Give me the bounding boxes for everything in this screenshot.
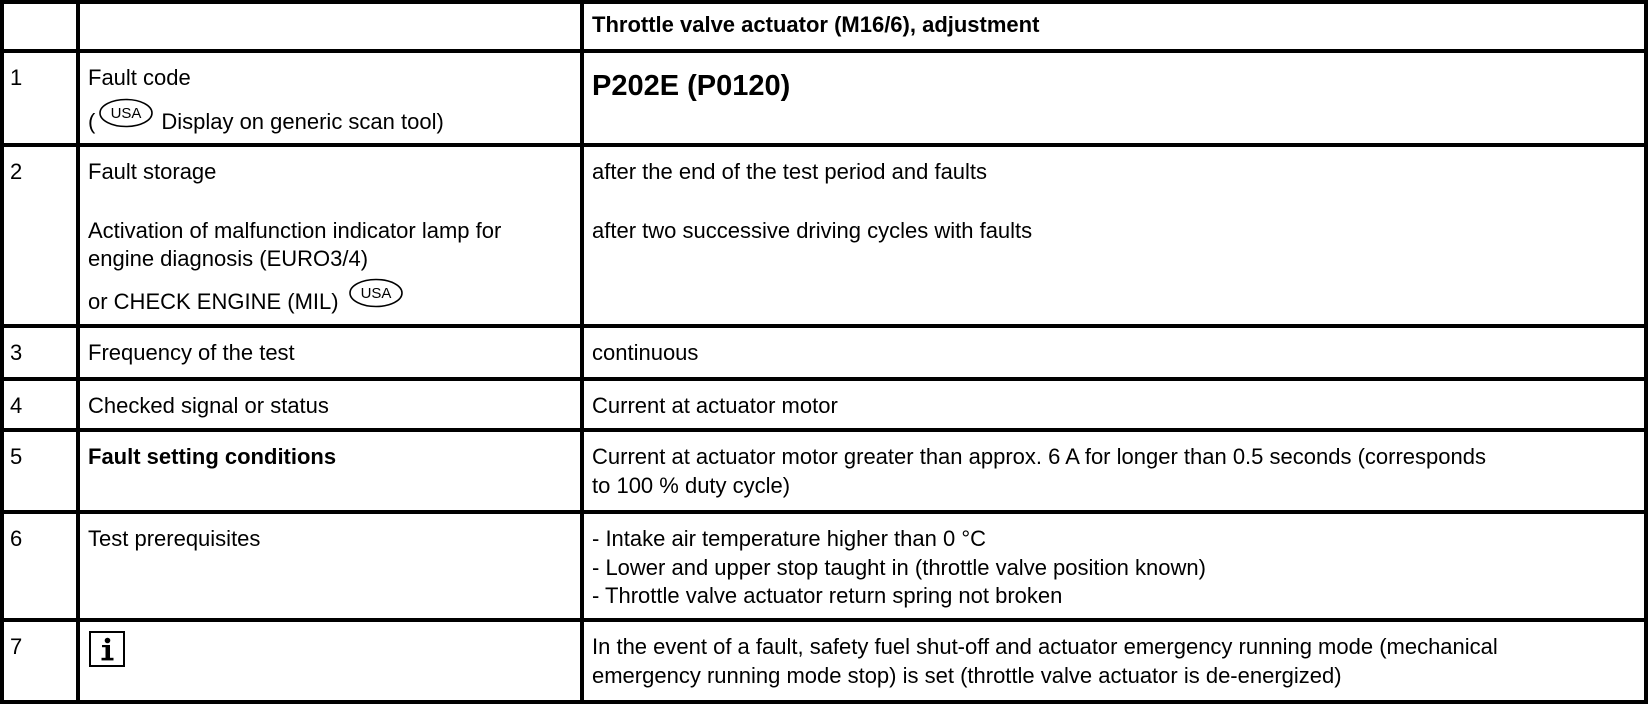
row-label: Checked signal or status [88, 393, 329, 418]
row-label: Frequency of the test [88, 340, 295, 365]
row-value-cell [584, 328, 1648, 381]
row-sublabel-line-with-badge [88, 284, 572, 317]
header-label-cell [80, 4, 584, 53]
usa-badge-text: USA [360, 284, 392, 302]
row-label-cell [80, 514, 584, 622]
row-number: 2 [10, 159, 23, 184]
note-text: Display on generic scan tool) [161, 108, 444, 134]
row-value-cell [584, 381, 1648, 432]
row-sublabel-line: engine diagnosis (EURO3/4) [88, 246, 369, 271]
row-number-cell [4, 53, 80, 147]
row-label-cell [80, 53, 584, 147]
header-number-cell [4, 4, 80, 53]
note-open-paren: ( [88, 108, 96, 134]
row-number: 3 [10, 340, 23, 365]
prerequisite-item: - Throttle valve actuator return spring not broken [592, 583, 1063, 608]
row-number-cell [4, 381, 80, 432]
row-value-cell [584, 432, 1648, 514]
row-number-cell [4, 622, 80, 704]
row-label-note [88, 104, 572, 137]
row-label-cell [80, 432, 584, 514]
header-title-cell [584, 4, 1648, 53]
table-title: Throttle valve actuator (M16/6), adjustment [592, 12, 1040, 37]
row-number: 7 [10, 634, 23, 659]
row-label-cell [80, 381, 584, 432]
row-number: 5 [10, 444, 23, 469]
row-label: Fault code [88, 65, 191, 90]
row-value-cell [584, 622, 1648, 704]
row-value-line: Current at actuator motor greater than approx. 6 A for longer than 0.5 seconds (corresponds [592, 444, 1486, 469]
row-value: continuous [592, 340, 699, 365]
row-value-line: to 100 % duty cycle) [592, 472, 791, 498]
row-label: Test prerequisites [88, 526, 261, 551]
prerequisite-item: - Intake air temperature higher than 0 °C [592, 526, 987, 551]
row-value-line: In the event of a fault, safety fuel shut-off and actuator emergency running mode (mechanical [592, 634, 1498, 659]
row-value-line: emergency running mode stop) is set (throttle valve actuator is de-energized) [592, 662, 1342, 688]
row-label: Fault setting conditions [88, 444, 337, 469]
row-number-cell [4, 432, 80, 514]
row-value-cell [584, 53, 1648, 147]
info-icon [89, 631, 125, 667]
row-number-cell [4, 514, 80, 622]
row-value-line: after two successive driving cycles with faults [592, 217, 1033, 243]
row-sublabel-line: Activation of malfunction indicator lamp for [88, 217, 502, 243]
row-number-cell [4, 328, 80, 381]
row-number-cell [4, 147, 80, 328]
row-label-cell [80, 622, 584, 704]
row-value-cell [584, 514, 1648, 622]
row-label: Fault storage [88, 159, 217, 184]
row-value-line: after the end of the test period and faults [592, 159, 988, 184]
row-number: 4 [10, 393, 23, 418]
row-value: Current at actuator motor [592, 393, 838, 418]
row-label-cell [80, 328, 584, 381]
row-value-cell [584, 147, 1648, 328]
usa-badge-text: USA [110, 104, 142, 122]
prerequisite-item: - Lower and upper stop taught in (throttle valve position known) [592, 554, 1206, 580]
row-label-cell [80, 147, 584, 328]
row-number: 6 [10, 526, 23, 551]
row-number: 1 [10, 65, 23, 90]
row-sublabel-text: or CHECK ENGINE (MIL) [88, 288, 339, 314]
fault-code: P202E (P0120) [592, 70, 791, 102]
